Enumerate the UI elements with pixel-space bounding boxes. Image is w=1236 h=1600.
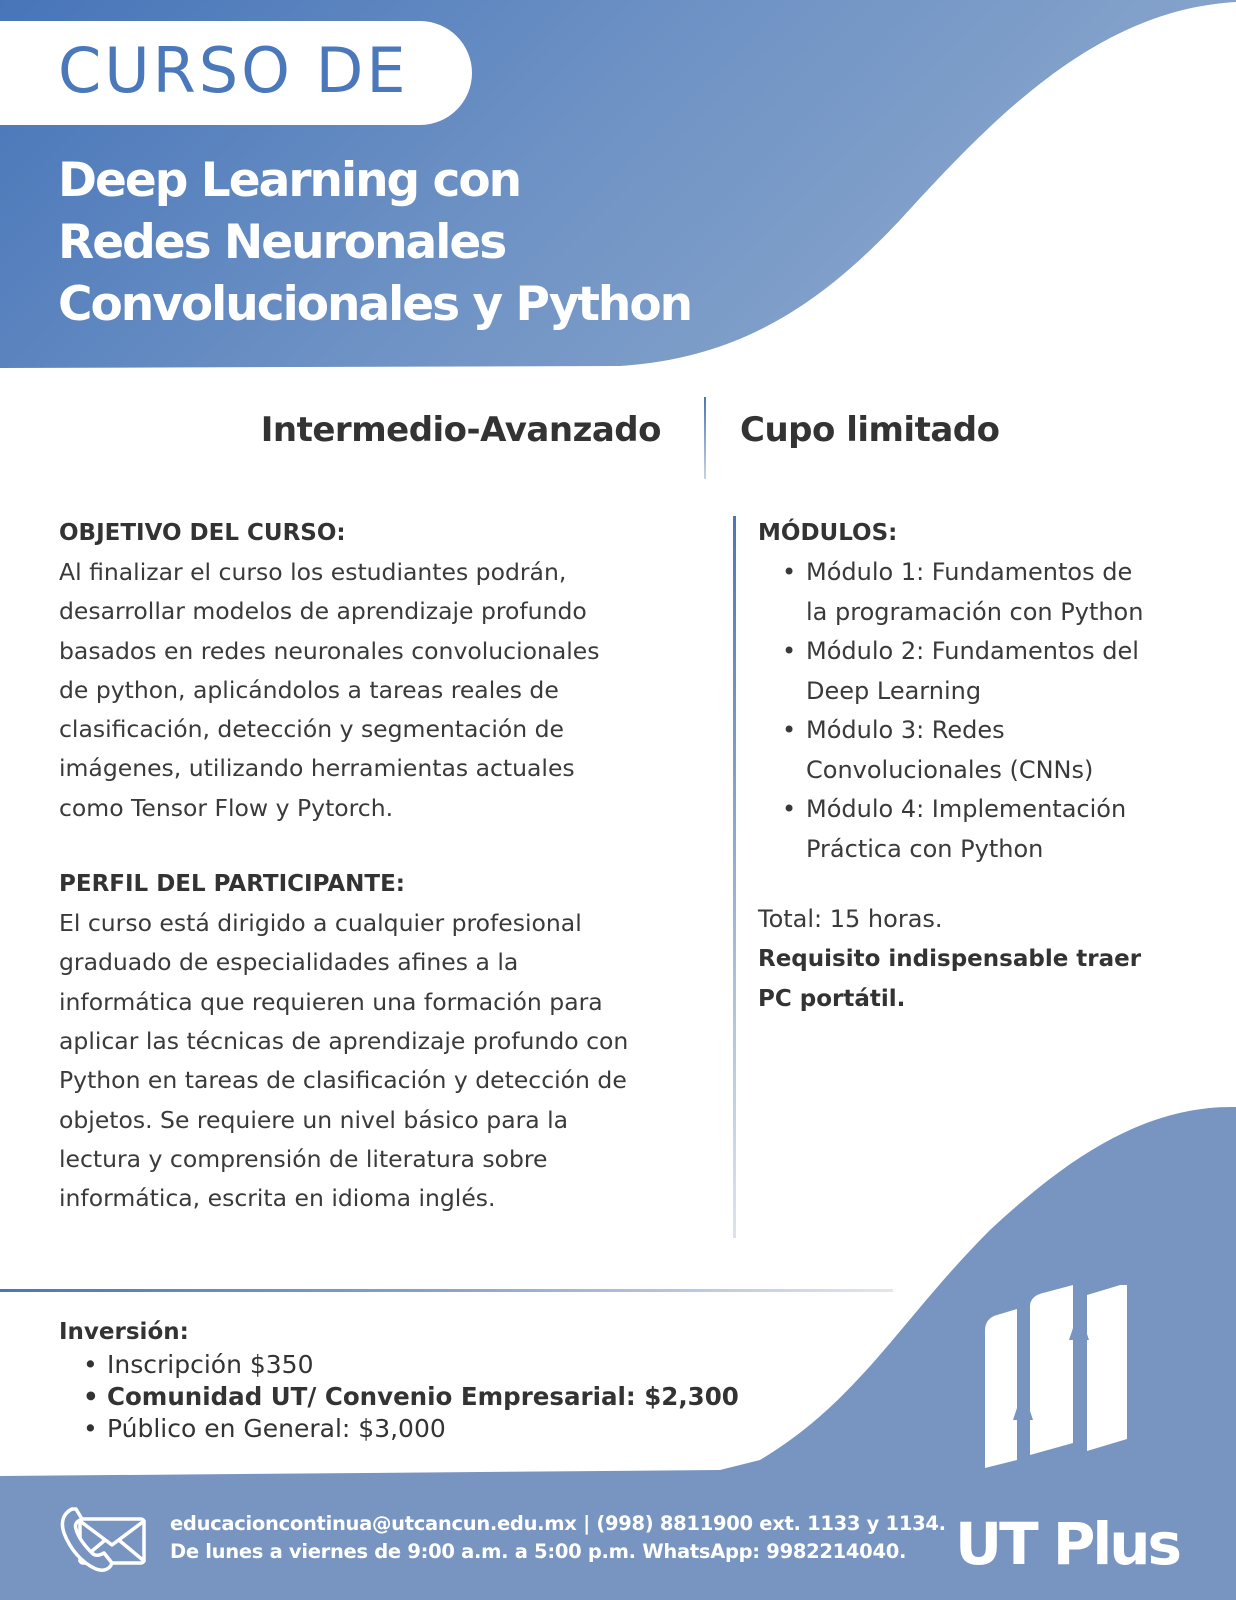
- objective-line: basados en redes neuronales convolucionales: [59, 636, 600, 665]
- profile-line: El curso está dirigido a cualquier profesional: [59, 909, 582, 938]
- tags-divider: [704, 397, 706, 479]
- course-title-line: Convolucionales y Python: [58, 277, 692, 332]
- bullet-icon: •: [782, 795, 797, 823]
- course-kicker: CURSO DE: [58, 34, 409, 107]
- price-label: Comunidad UT/ Convenio Empresarial: $2,300: [107, 1382, 739, 1411]
- bullet-icon: •: [83, 1382, 99, 1411]
- requirement-line: Requisito indispensable traer: [758, 946, 1142, 972]
- module-item: [758, 790, 1198, 869]
- profile-body: [59, 904, 709, 1218]
- price-label: Inscripción $350: [107, 1350, 314, 1379]
- investment-section: [59, 1315, 739, 1445]
- capacity-label: Cupo limitado: [740, 410, 1000, 450]
- price-item: [59, 1413, 739, 1445]
- bullet-icon: •: [83, 1414, 98, 1443]
- course-title-line: Deep Learning con: [58, 153, 521, 208]
- objective-heading: OBJETIVO DEL CURSO:: [59, 520, 346, 546]
- brand-name: UT Plus: [955, 1510, 1180, 1578]
- profile-line: aplicar las técnicas de aprendizaje profundo con: [59, 1026, 629, 1055]
- module-item: [758, 632, 1198, 711]
- bullet-icon: •: [782, 637, 797, 665]
- objective-body: [59, 553, 709, 828]
- profile-line: informática que requieren una formación para: [59, 987, 603, 1016]
- profile-line: Python en tareas de clasificación y detección de: [59, 1066, 627, 1095]
- contact-info: [170, 1510, 946, 1566]
- profile-heading: PERFIL DEL PARTICIPANTE:: [59, 871, 405, 898]
- requirement-note: [758, 939, 1198, 1019]
- bullet-icon: •: [83, 1350, 98, 1379]
- course-title: [58, 150, 691, 336]
- objective-line: como Tensor Flow y Pytorch.: [59, 793, 394, 822]
- profile-line: lectura y comprensión de literatura sobre: [59, 1144, 548, 1173]
- profile-line: graduado de especialidades afines a la: [59, 948, 519, 977]
- contact-line-hours-whatsapp: De lunes a viernes de 9:00 a.m. a 5:00 p.m. WhatsApp: 9982214040.: [170, 1540, 907, 1563]
- total-hours: Total: 15 horas.: [758, 905, 943, 933]
- requirement-line: PC portátil.: [758, 986, 906, 1012]
- module-line: la programación con Python: [806, 597, 1144, 626]
- module-item: [758, 711, 1198, 790]
- objective-line: Al finalizar el curso los estudiantes podrán,: [59, 558, 567, 586]
- price-label: Público en General: $3,000: [107, 1414, 446, 1443]
- objective-line: clasificación, detección y segmentación de: [59, 715, 564, 744]
- modules-list: [758, 553, 1198, 869]
- objective-line: imágenes, utilizando herramientas actuales: [59, 754, 575, 783]
- level-label: Intermedio-Avanzado: [260, 410, 661, 450]
- module-line: Módulo 3: Redes: [806, 716, 1005, 744]
- phone-mail-icon: [58, 1505, 150, 1573]
- column-divider: [733, 516, 736, 1238]
- price-item: [59, 1381, 739, 1413]
- module-item: [758, 553, 1198, 632]
- price-list: [59, 1349, 739, 1445]
- left-column: [59, 513, 709, 1218]
- ut-plus-bars-icon: [985, 1285, 1150, 1475]
- bullet-icon: •: [782, 716, 797, 744]
- module-line: Práctica con Python: [806, 834, 1044, 863]
- module-line: Módulo 4: Implementación: [806, 795, 1127, 823]
- modules-heading: MÓDULOS:: [758, 520, 898, 546]
- module-line: Deep Learning: [806, 676, 982, 705]
- profile-line: informática, escrita en idioma inglés.: [59, 1184, 496, 1213]
- investment-heading: Inversión:: [59, 1319, 189, 1345]
- bullet-icon: •: [782, 558, 797, 586]
- profile-line: objetos. Se requiere un nivel básico para la: [59, 1105, 569, 1134]
- module-line: Módulo 1: Fundamentos de: [806, 558, 1133, 586]
- section-divider: [0, 1289, 893, 1292]
- contact-line-email-phone[interactable]: educacioncontinua@utcancun.edu.mx | (998) 8811900 ext. 1133 y 1134.: [170, 1512, 946, 1535]
- course-title-line: Redes Neuronales: [58, 215, 506, 270]
- module-line: Convolucionales (CNNs): [806, 755, 1094, 784]
- objective-line: desarrollar modelos de aprendizaje profundo: [59, 597, 587, 626]
- right-column: [758, 513, 1198, 1019]
- price-item: [59, 1349, 739, 1381]
- module-line: Módulo 2: Fundamentos del: [806, 637, 1139, 665]
- objective-line: de python, aplicándolos a tareas reales de: [59, 675, 559, 704]
